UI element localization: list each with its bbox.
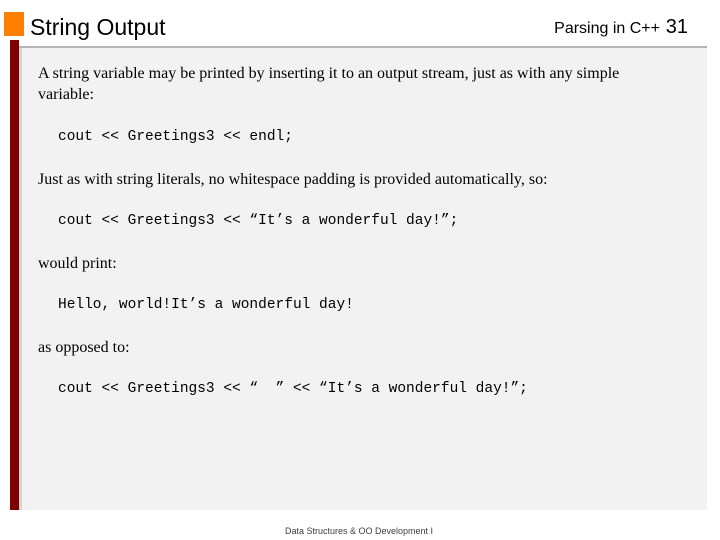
code-line-endl: cout << Greetings3 << endl; (58, 129, 293, 145)
output-line: Hello, world!It’s a wonderful day! (58, 297, 354, 313)
paragraph-whitespace: Just as with string literals, no whitespace padding is provided automatically, so: (38, 171, 548, 188)
slide-number: 31 (665, 16, 688, 38)
course-title: Parsing in C++ (554, 20, 660, 37)
footer-text: Data Structures & OO Development I (284, 526, 434, 536)
paragraph-intro: A string variable may be printed by inserting it to an output stream, just as with any simple variable: (38, 65, 620, 103)
header-divider (19, 46, 707, 48)
orange-accent-square (4, 12, 24, 36)
slide-title: String Output (30, 14, 166, 40)
paragraph-would-print: would print: (38, 255, 117, 272)
content-panel (19, 48, 707, 510)
left-accent-bar (10, 40, 19, 510)
code-line-literal: cout << Greetings3 << “It’s a wonderful day!”; (58, 213, 459, 229)
paragraph-as-opposed: as opposed to: (38, 339, 130, 356)
code-line-padded: cout << Greetings3 << “ ” << “It’s a wonderful day!”; (58, 381, 528, 397)
